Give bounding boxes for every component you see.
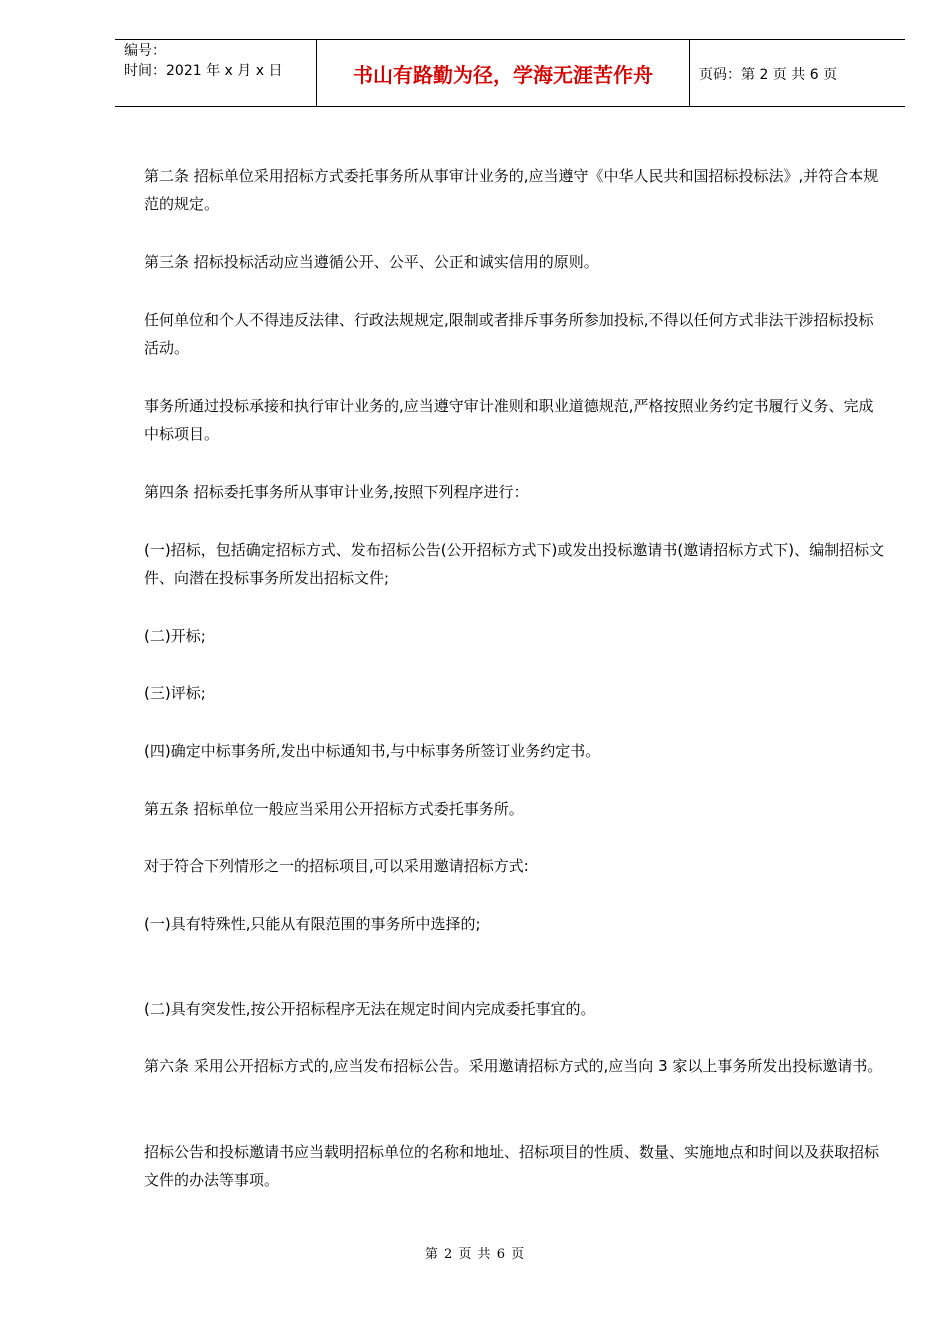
paragraph-step-4: (四)确定中标事务所,发出中标通知书,与中标事务所签订业务约定书。 bbox=[144, 742, 601, 760]
header-left-cell bbox=[115, 40, 316, 106]
paragraph-article-6: 第六条 采用公开招标方式的,应当发布招标公告。采用邀请招标方式的,应当向 3 家以上事务所发出投标邀请书。 bbox=[144, 1057, 883, 1075]
header-page-number: 页码：第 2 页 共 6 页 bbox=[699, 67, 838, 83]
header-right-cell bbox=[690, 40, 905, 106]
page-footer-number: 第 2 页 共 6 页 bbox=[424, 1247, 526, 1262]
document-code-label: 编号： bbox=[124, 43, 166, 59]
paragraph-article-2: 第二条 招标单位采用招标方式委托事务所从事审计业务的,应当遵守《中华人民共和国招标投标法》,并符合本规范的规定。 bbox=[144, 167, 879, 213]
paragraph-step-1: (一)招标，包括确定招标方式、发布招标公告(公开招标方式下)或发出投标邀请书(邀请招标方式下)、编制招标文件、向潜在投标事务所发出招标文件; bbox=[144, 541, 885, 587]
header-motto: 书山有路勤为径，学海无涯苦作舟 bbox=[353, 63, 653, 87]
paragraph-no-interference: 任何单位和个人不得违反法律、行政法规规定,限制或者排斥事务所参加投标,不得以任何方式非法干涉招标投标活动。 bbox=[144, 311, 874, 357]
paragraph-condition-2: (二)具有突发性,按公开招标程序无法在规定时间内完成委托事宜的。 bbox=[144, 1000, 596, 1018]
paragraph-firm-obligations: 事务所通过投标承接和执行审计业务的,应当遵守审计准则和职业道德规范,严格按照业务约定书履行义务、完成中标项目。 bbox=[144, 397, 874, 443]
paragraph-invite-conditions: 对于符合下列情形之一的招标项目,可以采用邀请招标方式: bbox=[144, 857, 529, 875]
paragraph-step-2: (二)开标; bbox=[144, 627, 206, 645]
document-time-label: 时间：2021 年 x 月 x 日 bbox=[124, 63, 283, 79]
header-middle-cell bbox=[316, 40, 690, 106]
paragraph-step-3: (三)评标; bbox=[144, 684, 206, 702]
paragraph-article-5: 第五条 招标单位一般应当采用公开招标方式委托事务所。 bbox=[144, 800, 524, 818]
paragraph-article-4: 第四条 招标委托事务所从事审计业务,按照下列程序进行： bbox=[144, 483, 529, 501]
paragraph-article-3: 第三条 招标投标活动应当遵循公开、公平、公正和诚实信用的原则。 bbox=[144, 253, 599, 271]
paragraph-condition-1: (一)具有特殊性,只能从有限范围的事务所中选择的; bbox=[144, 915, 481, 933]
page-header bbox=[115, 39, 905, 107]
paragraph-notice-contents: 招标公告和投标邀请书应当载明招标单位的名称和地址、招标项目的性质、数量、实施地点和时间以及获取招标文件的办法等事项。 bbox=[144, 1143, 880, 1189]
